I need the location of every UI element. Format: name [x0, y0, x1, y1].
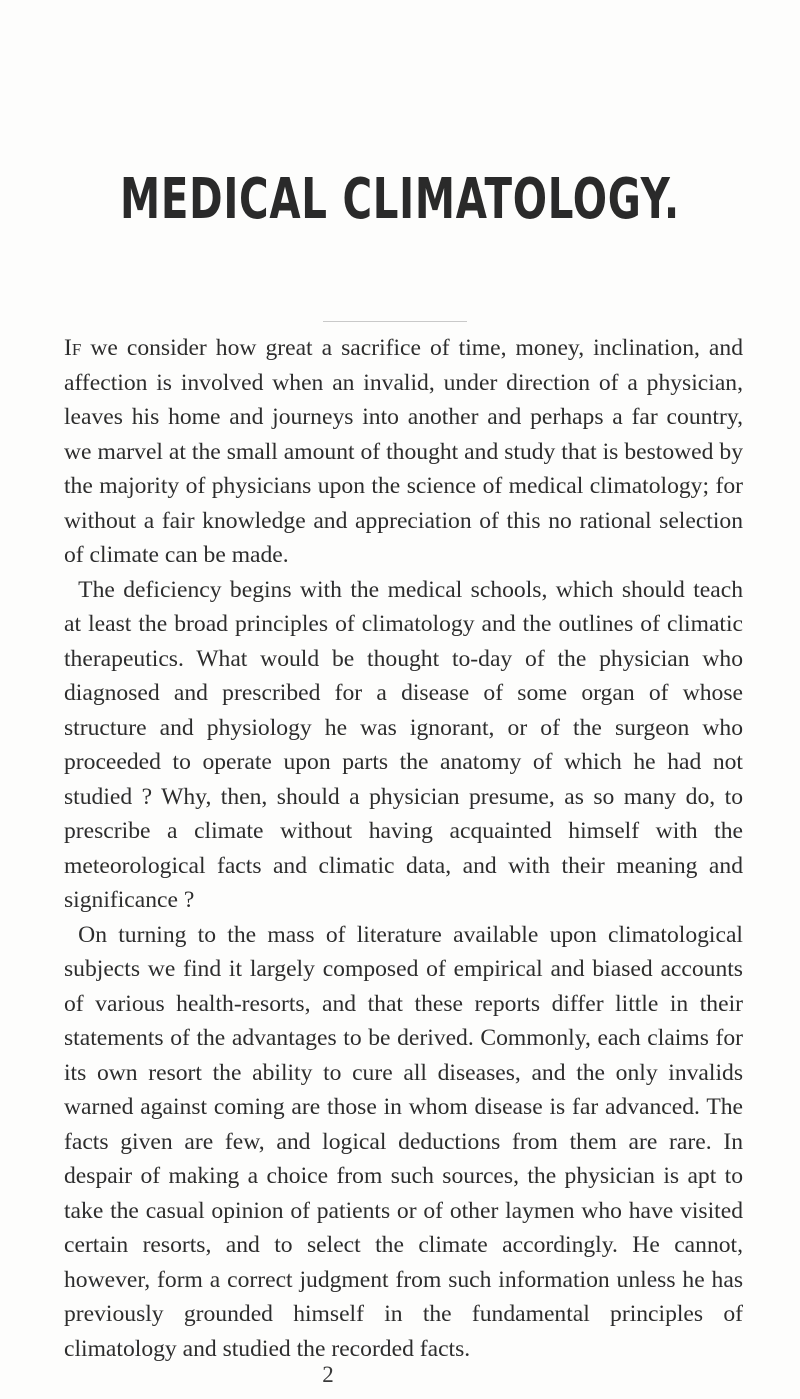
title-divider: [323, 321, 467, 322]
paragraph-3-text: On turning to the mass of literature available upon climatological subjects we find it largely composed of empirical and biased accounts of various health-resorts, and that these reports differ little in their statements of the advantages to be derived. Commonly, each claims for its own resort the ability to cure all diseases, and the only invalids warned against coming are those in whom disease is far advanced. The facts given are few, and logical deductions from them are rare. In despair of making a choice from such sources, the physician is apt to take the casual opinion of patients or of other laymen who have visited certain resorts, and to select the climate accordingly. He cannot, however, form a correct judgment from such information unless he has previously grounded himself in the fundamental principles of climatology and studied the recorded facts.: [64, 921, 743, 1362]
paragraph-2-text: The deficiency begins with the medical schools, which should teach at least the broad principles of climatology and the outlines of climatic therapeutics. What would be thought to-day of the physician who diagnosed and prescribed for a disease of some organ of whose structure and physiology he was ignorant, or of the surgeon who proceeded to operate upon parts the anatomy of which he had not studied ? Why, then, should a physician presume, as so many do, to prescribe a climate without having acquainted himself with the meteorological facts and climatic data, and with their meaning and significance ?: [64, 576, 743, 913]
paragraph-2: [64, 573, 743, 918]
paragraph-lead-word: If: [64, 335, 82, 361]
page-number: 2: [322, 1362, 334, 1387]
paragraph-1-text: we consider how great a sacrifice of time, money, inclination, and affection is involved when an invalid, under direction of a physician, leaves his home and journeys into another and perhaps a far country, we marvel at the small amount of thought and study that is bestowed by the majority of physicians upon the science of medical climatology; for without a fair knowledge and appreciation of this no rational selection of climate can be made.: [64, 335, 743, 568]
body-text: [64, 331, 743, 1366]
chapter-title: MEDICAL CLIMATOLOGY.: [120, 167, 680, 232]
paragraph-1: [64, 331, 743, 573]
paragraph-3: [64, 918, 743, 1367]
